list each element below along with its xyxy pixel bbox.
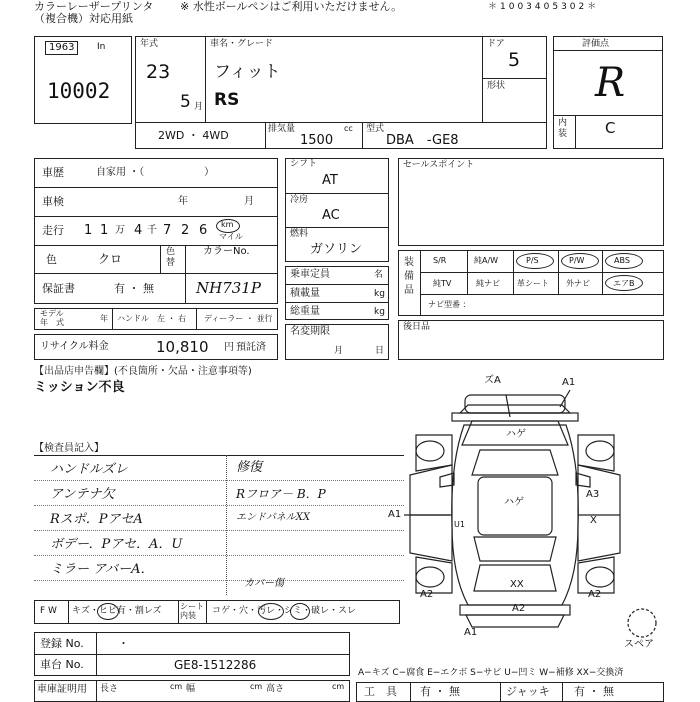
tools-label: 工 具 [364, 685, 397, 698]
inspector-note-2: アンテナ欠 [50, 487, 115, 502]
shape-label: 形状 [487, 81, 506, 91]
equip-power-window: P/W [569, 256, 585, 265]
deadline-day: 日 [375, 346, 385, 356]
equip-leather-seat: 革シート [517, 279, 549, 288]
diagram-label-a2-left: A2 [420, 589, 434, 600]
width-label: 幅 [186, 684, 196, 694]
capacity-unit: 名 [374, 270, 384, 280]
handle-label: ハンドル 左 ・ 右 [117, 314, 187, 323]
jack-value: 有 ・ 無 [574, 685, 614, 698]
mileage-unit-man: 万 [115, 225, 125, 236]
warranty-label: 保証書 [42, 282, 75, 295]
equip-power-steering: P/S [526, 256, 539, 265]
sales-point-box [398, 158, 664, 246]
diagram-label-a1-bottom: A1 [464, 627, 478, 638]
pen-notice: ※ 水性ボールペンはご利用いただけません。 [180, 0, 403, 13]
interior-value: C [605, 119, 616, 137]
warranty-value: 有 ・ 無 [114, 282, 154, 295]
score-label: 評価点 [582, 39, 610, 49]
recycle-label: リサイクル料金 [40, 341, 109, 352]
diagram-label-x: X [590, 515, 597, 526]
navi-model-label: ナビ型番 ： [428, 300, 471, 309]
payload-unit: kg [374, 289, 385, 299]
registration-value: ・ [118, 637, 129, 650]
cover-note: カバー傷 [244, 578, 284, 589]
equip-navi: 純ナビ [476, 279, 500, 288]
diagram-label-front: ズA [484, 375, 501, 386]
displacement-value: 1500 [300, 133, 334, 148]
paper-note-2: （複合機）対応用紙 [34, 12, 133, 25]
model-code: DBA -GE8 [386, 133, 459, 148]
condition-exterior-items: キズ・ヒビ有・割レズ [72, 606, 162, 616]
diagram-label-u1: U1 [454, 520, 465, 529]
model-name: フィット [214, 62, 281, 82]
equip-sunroof: S/R [433, 256, 447, 265]
mileage-digit-6: 6 [199, 223, 208, 238]
model-small-label: モデル [40, 309, 64, 318]
equip-aftermarket-navi: 外ナビ [566, 279, 590, 288]
door-value: 5 [508, 49, 521, 71]
equip-abs: ABS [614, 256, 630, 265]
registration-label: 登録 No. [40, 637, 84, 650]
model-name-label: 車名・グレード [210, 39, 274, 49]
recycle-status: 預託済 [236, 342, 266, 353]
drive-type: 2WD ・ 4WD [158, 129, 229, 142]
color-no-label: カラーNo. [203, 246, 250, 257]
condition-crack-circle [97, 603, 119, 620]
inspection-year: 年 [178, 196, 188, 207]
lot-box [34, 36, 132, 124]
model-code-label: 型式 [366, 124, 385, 134]
color-no-value: NH731P [196, 279, 261, 297]
year-label: 年式 [140, 39, 159, 49]
color-change-label: 色替 [166, 247, 176, 268]
diagram-label-spare: スペア [624, 639, 654, 650]
displacement-label: 排気量 [268, 124, 296, 134]
inspector-note-4: ボデー．Pアセ．A．U [50, 537, 183, 552]
paper-note: カラーレーザープリンタ [34, 0, 154, 13]
diagram-label-hood: ハゲ [506, 429, 526, 440]
color-label: 色 [46, 253, 57, 266]
lot-in-label: In [97, 42, 106, 52]
inspection-label: 車検 [42, 195, 64, 208]
interior-label: 内装 [558, 118, 568, 139]
door-label: ドア [487, 39, 505, 49]
garage-cert-label: 車庫証明用 [37, 684, 87, 695]
notes-section-label: 【出品店申告欄】(不良箇所・欠品・注意事項等) [34, 366, 252, 377]
inspector-note-7: Rフロア－ B．P [236, 487, 326, 501]
diagram-label-a1-top: A1 [562, 377, 576, 388]
fuel-label: 燃料 [290, 229, 309, 239]
equip-alloy-wheel: 純A/W [474, 256, 499, 265]
chassis-value: GE8-1512286 [174, 658, 257, 672]
diagram-label-a3: A3 [586, 489, 600, 500]
model-grade: RS [214, 90, 240, 110]
deadline-label: 名変期限 [290, 326, 330, 337]
inspector-note-1: ハンドルズレ [50, 462, 128, 477]
condition-interior-items: コゲ・穴・汚レ・シミ・破レ・スレ [212, 606, 357, 616]
diagram-label-xx: XX [510, 579, 524, 590]
car-damage-diagram [380, 365, 680, 650]
height-unit: cm [332, 682, 345, 691]
shift-label: シフト [290, 159, 318, 169]
equip-tv: 純TV [433, 279, 452, 288]
equip-airbag: エアB [613, 279, 635, 288]
mileage-label: 走行 [42, 224, 64, 237]
diagram-label-a2-right: A2 [588, 589, 602, 600]
gross-unit: kg [374, 307, 385, 317]
month-unit: 月 [194, 102, 204, 112]
later-items-box [398, 320, 664, 360]
payload-label: 積載量 [290, 288, 320, 299]
shift-value: AT [322, 173, 338, 188]
recycle-value: 10,810 [156, 338, 209, 356]
model-small-year: 年 [100, 314, 108, 323]
lot-year-tag: 1963 [45, 41, 78, 55]
mileage-unit-km: km [221, 220, 234, 229]
length-unit: cm [170, 682, 183, 691]
score-value: R [595, 60, 626, 106]
notes-value: ミッション不良 [34, 380, 125, 395]
height-label: 高さ [266, 684, 285, 694]
fuel-value: ガソリン [310, 242, 363, 257]
month-value: 5 [180, 92, 191, 112]
recycle-unit: 円 [224, 342, 234, 353]
inspection-month: 月 [244, 196, 254, 207]
mileage-unit-mile: マイル [219, 232, 243, 241]
mileage-digit-3: 4 [134, 223, 143, 238]
displacement-unit: cc [344, 124, 353, 133]
jack-label: ジャッキ [506, 685, 550, 698]
later-items-label: 後日品 [403, 322, 431, 332]
diagram-label-a1-left: A1 [388, 509, 402, 520]
condition-stain-circle [258, 603, 284, 620]
mileage-digit-5: 2 [181, 223, 190, 238]
history-label: 車歴 [42, 166, 64, 179]
inspector-note-8: エンドパネルXX [236, 512, 311, 523]
color-value: クロ [98, 252, 123, 266]
capacity-label: 乗車定員 [290, 269, 330, 280]
lot-number: 10002 [47, 79, 111, 103]
condition-seat-label: シート内装 [180, 602, 204, 620]
ac-value: AC [322, 208, 340, 223]
model-small-label-2: 年 式 [40, 318, 64, 327]
tools-value: 有 ・ 無 [420, 685, 460, 698]
condition-spot-circle [290, 603, 310, 620]
length-label: 長さ [100, 684, 119, 694]
damage-legend: A−キズ C−腐食 E−エクボ S−サビ U−凹ミ W−補修 XX−交換済 [358, 668, 624, 678]
diagram-label-a2-rear: A2 [512, 603, 526, 614]
condition-fw: F W [40, 606, 57, 616]
inspector-section-label: 【検査員記入】 [34, 443, 104, 454]
year-value: 23 [146, 61, 171, 83]
mileage-digit-4: 7 [163, 223, 172, 238]
inspector-note-3: Rスポ．PアセA [50, 512, 143, 527]
diagram-label-roof: ハゲ [504, 497, 524, 508]
mileage-unit-sen: 千 [147, 225, 157, 236]
history-value: 自家用 ・（ ） [96, 167, 215, 178]
inspector-note-5: ミラー アバーA． [50, 562, 154, 577]
gross-label: 総重量 [290, 306, 320, 317]
equipment-label: 装備品 [404, 257, 414, 296]
sales-point-label: セールスポイント [403, 160, 475, 170]
ac-label: 冷房 [290, 195, 309, 205]
mileage-digit-1: 1 [84, 223, 93, 238]
width-unit: cm [250, 682, 263, 691]
chassis-label: 車台 No. [40, 658, 84, 671]
dealer-label: ディーラー ・ 並行 [204, 314, 273, 323]
deadline-month: 月 [334, 346, 344, 356]
inspector-note-6: 修復 [236, 460, 263, 475]
serial-number: ＊1003405302＊ [488, 2, 600, 12]
mileage-digit-2: 1 [100, 223, 109, 238]
